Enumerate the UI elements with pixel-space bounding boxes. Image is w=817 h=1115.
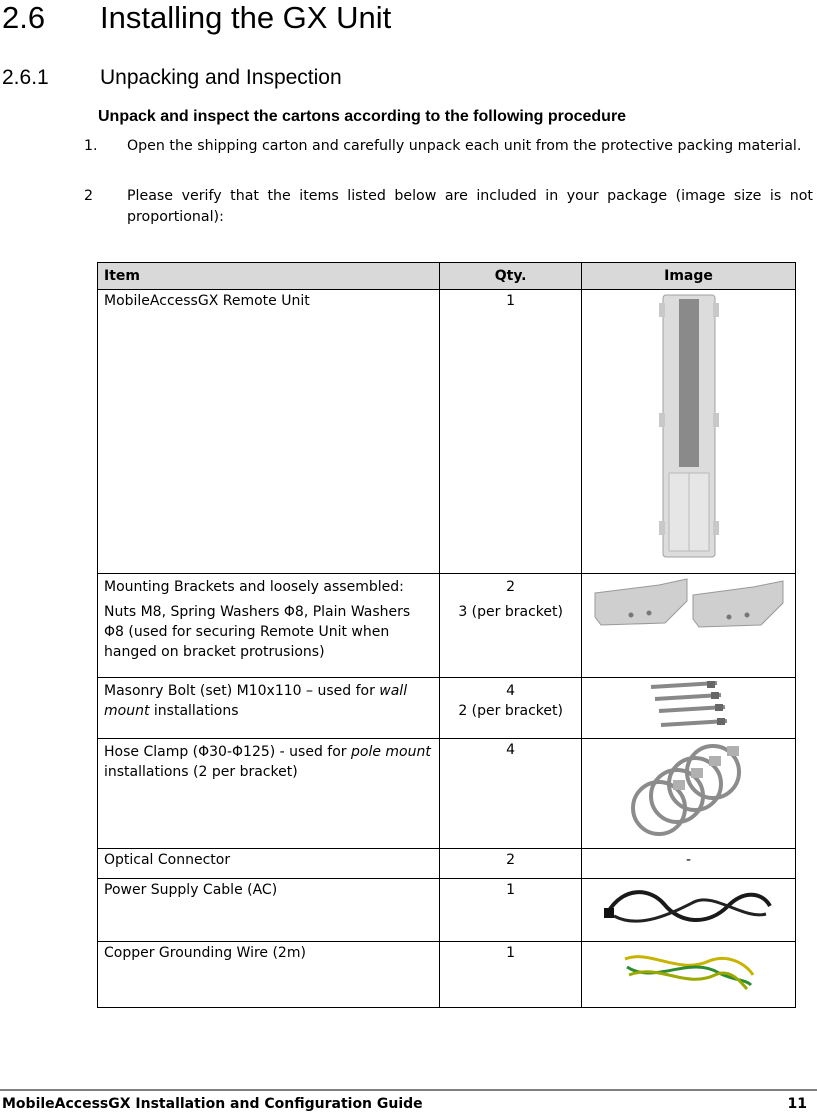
qty-cell	[440, 574, 582, 678]
step-text: Open the shipping carton and carefully unpack each unit from the protective packing material.	[127, 138, 802, 154]
item-text: Masonry Bolt (set) M10x110 – used for	[104, 683, 380, 699]
item-name	[104, 742, 433, 782]
subsection-number: 2.6.1	[2, 66, 49, 89]
table-row	[98, 879, 796, 942]
image-cell	[582, 574, 796, 678]
items-table	[97, 262, 796, 1008]
item-cell	[98, 290, 440, 574]
masonry-bolts-image	[647, 681, 731, 733]
subsection-heading	[2, 66, 342, 90]
qty-cell	[440, 942, 582, 1008]
procedure-title: Unpack and inspect the cartons according to the following procedure	[98, 108, 627, 125]
item-name: Mounting Brackets and loosely assembled:	[104, 579, 404, 595]
image-cell	[582, 739, 796, 849]
item-text: installations	[149, 703, 239, 719]
item-detail: Nuts M8, Spring Washers Φ8, Plain Washers Φ8 (used for securing Remote Unit when hanged on bracket protrusions)	[104, 604, 411, 660]
qty-value: 1	[506, 945, 516, 961]
qty-value: 2	[506, 852, 516, 868]
table-row	[98, 290, 796, 574]
qty-cell	[440, 879, 582, 942]
qty-value: 1	[506, 882, 516, 898]
item-cell	[98, 879, 440, 942]
qty-cell	[440, 290, 582, 574]
qty-cell	[440, 739, 582, 849]
footer-title: MobileAccessGX Installation and Configuration Guide	[2, 1096, 423, 1112]
item-emphasis: wall mount	[104, 683, 408, 719]
header-image: Image	[582, 263, 796, 290]
table-row	[98, 942, 796, 1008]
section-heading	[2, 0, 391, 36]
qty-cell	[440, 678, 582, 739]
power-cable-image	[604, 882, 774, 932]
item-cell	[98, 739, 440, 849]
step-1	[84, 136, 813, 157]
item-name: Copper Grounding Wire (2m)	[104, 945, 306, 961]
qty-detail: 2 (per bracket)	[458, 703, 563, 719]
header-qty: Qty.	[440, 263, 582, 290]
table-header-row	[98, 263, 796, 290]
subsection-title: Unpacking and Inspection	[100, 66, 342, 89]
item-name: MobileAccessGX Remote Unit	[104, 293, 310, 309]
hose-clamps-image	[629, 742, 749, 838]
section-title: Installing the GX Unit	[100, 0, 392, 35]
step-number: 2	[84, 188, 94, 204]
item-emphasis: pole mount	[351, 744, 431, 760]
item-name	[104, 681, 433, 721]
page-number: 11	[787, 1096, 807, 1112]
image-cell	[582, 678, 796, 739]
item-text: Hose Clamp (Φ30-Φ125) - used for	[104, 744, 351, 760]
image-cell	[582, 942, 796, 1008]
table-row	[98, 739, 796, 849]
qty-value: 1	[506, 293, 516, 309]
table-row	[98, 574, 796, 678]
step-2	[84, 186, 813, 228]
image-placeholder: -	[685, 852, 692, 868]
footer-divider	[0, 1089, 817, 1091]
item-name: Power Supply Cable (AC)	[104, 882, 278, 898]
grounding-wire-image	[619, 945, 759, 995]
table-row	[98, 678, 796, 739]
item-cell	[98, 574, 440, 678]
item-cell	[98, 678, 440, 739]
item-cell	[98, 942, 440, 1008]
item-name: Optical Connector	[104, 852, 231, 868]
table-row	[98, 849, 796, 879]
image-cell	[582, 849, 796, 879]
qty-cell	[440, 849, 582, 879]
step-number: 1.	[84, 138, 98, 154]
section-number: 2.6	[2, 0, 46, 35]
image-cell	[582, 879, 796, 942]
qty-value: 4	[506, 683, 516, 699]
brackets-image	[593, 577, 785, 629]
item-text: installations (2 per bracket)	[104, 764, 298, 780]
step-text: Please verify that the items listed below are included in your package (image size is not proportional):	[127, 188, 813, 225]
qty-value: 4	[506, 742, 516, 758]
remote-unit-image	[659, 293, 719, 559]
header-item: Item	[98, 263, 440, 290]
image-cell	[582, 290, 796, 574]
qty-value: 2	[506, 579, 516, 595]
item-cell	[98, 849, 440, 879]
qty-detail: 3 (per bracket)	[458, 604, 563, 620]
